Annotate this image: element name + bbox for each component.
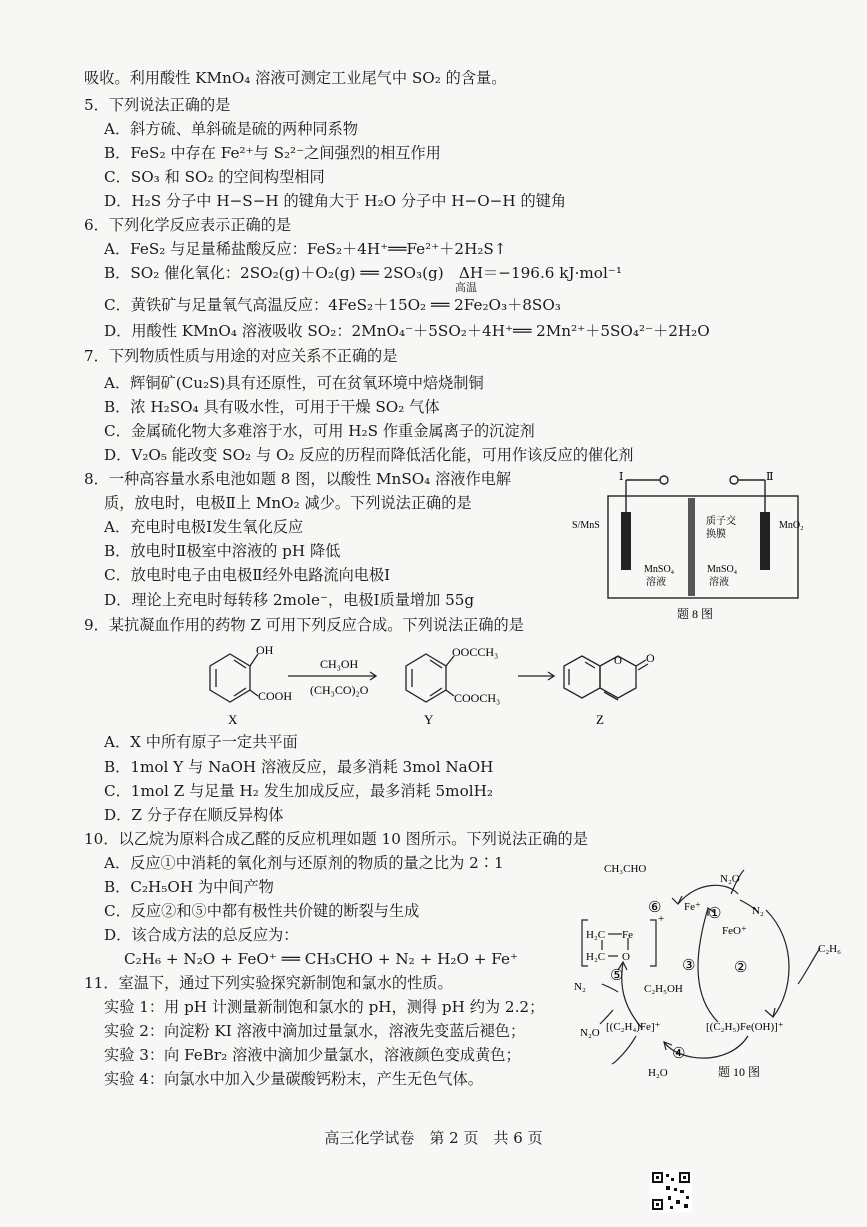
step-4-marker: ④ [672, 1046, 686, 1062]
ring-iron: Fe [622, 929, 633, 941]
step-1-marker: ① [708, 906, 722, 922]
question-8-stem: 8．一种高容量水系电池如题 8 图，以酸性 MnSO₄ 溶液作电解 [84, 470, 512, 488]
nitrogen-left: N₂ [574, 981, 586, 993]
right-solution-2: 溶液 [709, 577, 729, 588]
question-8-stem-cont: 质，放电时，电极Ⅱ上 MnO₂ 减少。下列说法正确的是 [104, 494, 472, 512]
question-8-option-d: D．理论上充电时每转移 2mole⁻，电极Ⅰ质量增加 55g [104, 591, 475, 609]
question-5-stem: 5．下列说法正确的是 [84, 96, 231, 114]
left-electrode-material: S/MnS [572, 520, 600, 531]
question-10-equation: C₂H₆ + N₂O + FeO⁺ ══ CH₃CHO + N₂ + H₂O + Fe⁺ [124, 950, 519, 968]
question-11-exp-4: 实验 4：向氯水中加入少量碳酸钙粉末，产生无色气体。 [104, 1070, 483, 1088]
figure-9-synthesis-scheme [190, 640, 670, 730]
question-9-option-c: C．1mol Z 与足量 H₂ 发生加成反应，最多消耗 5molH₂ [104, 782, 493, 800]
feo-ion: FeO⁺ [722, 925, 747, 937]
membrane-label-2: 换膜 [706, 529, 726, 540]
figure-8-battery-diagram [560, 468, 810, 628]
step3-arrow [698, 908, 718, 1022]
question-6-option-c: C．黄铁矿与足量氧气高温反应：4FeS₂＋15O₂ ══ 2Fe₂O₃＋8SO₃ [104, 296, 561, 314]
figure-8-caption: 题 8 图 [677, 607, 714, 621]
question-6-option-d: D．用酸性 KMnO₄ 溶液吸收 SO₂：2MnO₄⁻＋5SO₂＋4H⁺══ 2Mn²⁺＋5SO₄²⁻＋2H₂O [104, 322, 710, 340]
continuation-line: 吸收。利用酸性 KMnO₄ 溶液可测定工业尾气中 SO₂ 的含量。 [84, 69, 507, 87]
ethanol: C₂H₅OH [644, 983, 683, 995]
question-11-exp-1: 实验 1：用 pH 计测量新制饱和氯水的 pH，测得 pH 约为 2.2； [104, 998, 545, 1016]
step-5-marker: ⑤ [610, 968, 624, 984]
question-5-option-a: A．斜方硫、单斜硫是硫的两种同系物 [104, 120, 358, 138]
left-solution-2: 溶液 [646, 577, 666, 588]
question-7-option-c: C．金属硫化物大多难溶于水，可用 H₂S 作重金属离子的沉淀剂 [104, 422, 535, 440]
step-3-marker: ③ [682, 958, 696, 974]
nitrous-oxide-top: N₂O [720, 873, 740, 885]
compound-x-label: X [228, 712, 238, 727]
question-6-option-b: B．SO₂ 催化氧化：2SO₂(g)＋O₂(g) ══ 2SO₃(g) ΔH＝−196.6 kJ·mol⁻¹ [104, 264, 622, 282]
step5-arrow [622, 962, 642, 1028]
ethyl-iron-hydroxide: [(C₂H₅)Fe(OH)]⁺ [706, 1021, 784, 1033]
membrane-label-1: 质子交 [706, 516, 736, 527]
compound-z-label: Z [596, 712, 604, 727]
acetaldehyde: CH₃CHO [604, 863, 647, 875]
question-10-option-d: D．该合成方法的总反应为： [104, 926, 299, 944]
electrode-2-label: Ⅱ [766, 471, 774, 483]
compound-y-label: Y [424, 712, 434, 727]
ring-bracket-right [650, 920, 656, 966]
question-10-option-c: C．反应②和⑤中都有极性共价键的断裂与生成 [104, 902, 420, 920]
question-7-option-d: D．V₂O₅ 能改变 SO₂ 与 O₂ 反应的历程而降低活化能，可用作该反应的催化剂 [104, 446, 634, 464]
question-9-stem: 9．某抗凝血作用的药物 Z 可用下列反应合成。下列说法正确的是 [84, 616, 524, 634]
ring-ch2-top: H₂C [586, 929, 606, 941]
right-solution-1: MnSO₄ [707, 564, 738, 575]
x-hydroxyl: OH [256, 643, 274, 657]
reagent-anhydride: (CH₃CO)₂O [310, 683, 369, 697]
step-2-marker: ② [734, 960, 748, 976]
question-6-condition: 高温 [455, 281, 477, 294]
nitrogen-top: N₂ [752, 905, 764, 917]
question-9-option-a: A．X 中所有原子一定共平面 [104, 733, 298, 751]
right-electrode-material: MnO₂ [779, 520, 804, 531]
fe-ion: Fe⁺ [684, 901, 701, 913]
question-6-option-a: A．FeS₂ 与足量稀盐酸反应：FeS₂＋4H⁺══Fe²⁺＋2H₂S↑ [104, 240, 507, 258]
figure-10-caption: 题 10 图 [718, 1065, 761, 1079]
nitrous-oxide-left: N₂O [580, 1027, 600, 1039]
step-6-marker: ⑥ [648, 900, 662, 916]
question-7-stem: 7．下列物质性质与用途的对应关系不正确的是 [84, 347, 398, 365]
electrode-1 [621, 512, 631, 570]
question-7-option-b: B．浓 H₂SO₄ 具有吸水性，可用于干燥 SO₂ 气体 [104, 398, 440, 416]
question-11-stem: 11．室温下，通过下列实验探究新制饱和氯水的性质。 [84, 974, 453, 992]
water: H₂O [648, 1067, 668, 1079]
question-10-stem: 10．以乙烷为原料合成乙醛的反应机理如题 10 图所示。下列说法正确的是 [84, 830, 588, 848]
y-acetoxy: OOCCH₃ [452, 645, 499, 659]
left-solution-1: MnSO₄ [644, 564, 675, 575]
question-6-stem: 6．下列化学反应表示正确的是 [84, 216, 292, 234]
ethane: C₂H₆ [818, 943, 841, 955]
electrode-1-label: Ⅰ [619, 471, 624, 483]
question-5-option-c: C．SO₃ 和 SO₂ 的空间构型相同 [104, 168, 325, 186]
ethylene-iron-complex: [(C₂H₄)Fe]⁺ [606, 1021, 661, 1033]
ring-ch2-bottom: H₂C [586, 951, 606, 963]
question-5-option-d: D．H₂S 分子中 H−S−H 的键角大于 H₂O 分子中 H−O−H 的键角 [104, 192, 567, 210]
reagent-methanol: CH₃OH [320, 657, 359, 671]
question-7-option-a: A．辉铜矿(Cu₂S)具有还原性，可在贫氧环境中焙烧制铜 [104, 374, 484, 392]
y-ester: COOCH₃ [454, 691, 501, 705]
question-11-exp-3: 实验 3：向 FeBr₂ 溶液中滴加少量氯水，溶液颜色变成黄色； [104, 1046, 521, 1064]
question-8-option-a: A．充电时电极Ⅰ发生氧化反应 [104, 518, 304, 536]
qr-code [650, 1170, 692, 1212]
figure-10-mechanism-cycle [568, 852, 858, 1092]
question-10-option-b: B．C₂H₅OH 为中间产物 [104, 878, 274, 896]
electrode-2 [760, 512, 770, 570]
question-9-option-b: B．1mol Y 与 NaOH 溶液反应，最多消耗 3mol NaOH [104, 758, 494, 776]
z-ring-oxygen: O [614, 655, 622, 667]
page-footer: 高三化学试卷 第 2 页 共 6 页 [324, 1129, 543, 1147]
question-5-option-b: B．FeS₂ 中存在 Fe²⁺与 S₂²⁻之间强烈的相互作用 [104, 144, 441, 162]
question-9-option-d: D．Z 分子存在顺反异构体 [104, 806, 284, 824]
question-11-exp-2: 实验 2：向淀粉 KI 溶液中滴加过量氯水，溶液先变蓝后褪色； [104, 1022, 526, 1040]
question-8-option-b: B．放电时Ⅱ极室中溶液的 pH 降低 [104, 542, 341, 560]
z-carbonyl-oxygen: O [646, 651, 655, 665]
ring-charge: + [658, 913, 665, 925]
proton-exchange-membrane [688, 498, 695, 596]
question-10-option-a: A．反应①中消耗的氧化剂与还原剂的物质的量之比为 2∶1 [104, 854, 504, 872]
question-8-option-c: C．放电时电子由电极Ⅱ经外电路流向电极Ⅰ [104, 566, 391, 584]
x-carboxyl: COOH [258, 689, 293, 703]
step2-arrow [766, 910, 789, 1017]
ring-oxygen: O [622, 951, 630, 963]
